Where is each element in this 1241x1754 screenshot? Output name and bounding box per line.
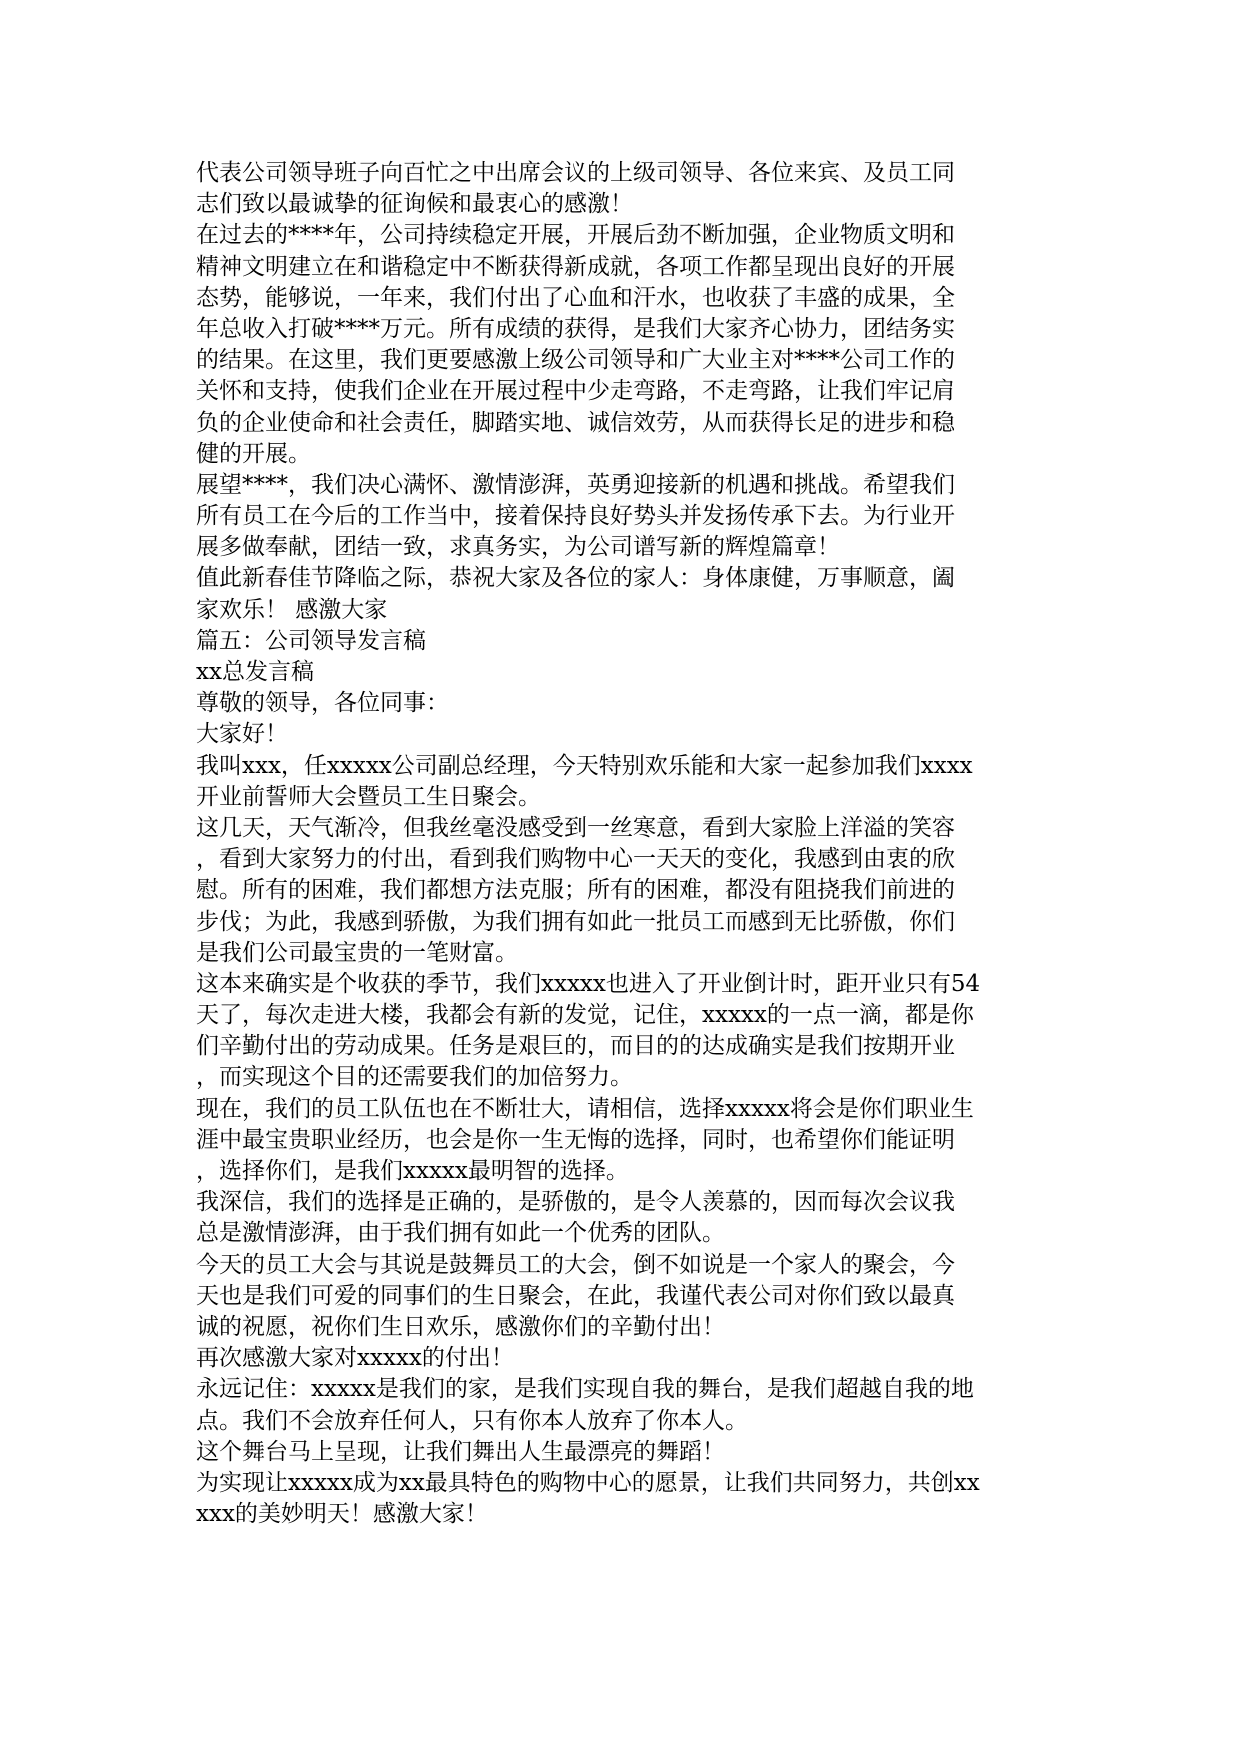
text-line: xx总发言稿: [196, 659, 314, 685]
text-line: 的结果。在这里，我们更要感激上级公司领导和广大业主对****公司工作的: [196, 347, 955, 374]
text-line: 态势，能够说，一年来，我们付出了心血和汗水，也收获了丰盛的成果，全: [196, 284, 955, 311]
text-line: 尊敬的领导，各位同事：: [196, 690, 449, 717]
text-line: 精神文明建立在和谐稳定中不断获得新成就，各项工作都呈现出良好的开展: [196, 253, 955, 280]
text-line: ，看到大家努力的付出，看到我们购物中心一天天的变化，我感到由衷的欣: [196, 846, 955, 873]
text-line: 这几天，天气渐冷，但我丝毫没感受到一丝寒意，看到大家脸上洋溢的笑容: [196, 814, 955, 841]
text-line: 步伐；为此，我感到骄傲，为我们拥有如此一批员工而感到无比骄傲，你们: [196, 908, 955, 935]
text-line: 慰。所有的困难，我们都想方法克服；所有的困难，都没有阻挠我们前进的: [196, 877, 955, 904]
text-line: 年总收入打破****万元。所有成绩的获得，是我们大家齐心协力，团结务实: [196, 315, 955, 342]
document-body: [196, 158, 1038, 1530]
text-line: ，选择你们，是我们xxxxx最明智的选择。: [196, 1158, 629, 1184]
text-line: 们辛勤付出的劳动成果。任务是艰巨的，而目的的达成确实是我们按期开业: [196, 1033, 955, 1060]
text-line: 负的企业使命和社会责任，脚踏实地、诚信效劳，从而获得长足的进步和稳: [196, 409, 955, 436]
text-line: 天了，每次走进大楼，我都会有新的发觉，记住，xxxxx的一点一滴，都是你: [196, 1002, 974, 1029]
text-line: 这个舞台马上呈现，让我们舞出人生最漂亮的舞蹈！: [196, 1438, 725, 1465]
text-line: 永远记住：xxxxx是我们的家，是我们实现自我的舞台，是我们超越自我的地: [196, 1376, 974, 1403]
text-line: 开业前誓师大会暨员工生日聚会。: [196, 783, 541, 810]
text-line: xxx的美妙明天！感激大家！: [196, 1501, 488, 1528]
text-line: 现在，我们的员工队伍也在不断壮大，请相信，选择xxxxx将会是你们职业生: [196, 1095, 974, 1122]
text-line: 是我们公司最宝贵的一笔财富。: [196, 939, 518, 966]
text-line: 展望****，我们决心满怀、激情澎湃，英勇迎接新的机遇和挑战。希望我们: [196, 471, 955, 498]
text-line: ，而实现这个目的还需要我们的加倍努力。: [196, 1064, 633, 1091]
text-line: 今天的员工大会与其说是鼓舞员工的大会，倒不如说是一个家人的聚会，今: [196, 1251, 955, 1278]
text-line: 我深信，我们的选择是正确的，是骄傲的，是令人羡慕的，因而每次会议我: [196, 1189, 955, 1216]
text-line: 天也是我们可爱的同事们的生日聚会，在此，我谨代表公司对你们致以最真: [196, 1282, 955, 1309]
text-line: 志们致以最诚挚的征询候和最衷心的感激！: [196, 191, 633, 218]
text-line: 诚的祝愿，祝你们生日欢乐，感激你们的辛勤付出！: [196, 1313, 725, 1340]
text-line: 涯中最宝贵职业经历，也会是你一生无悔的选择，同时，也希望你们能证明: [196, 1126, 955, 1153]
text-line: 健的开展。: [196, 440, 311, 467]
text-line: 总是激情澎湃，由于我们拥有如此一个优秀的团队。: [196, 1220, 725, 1247]
text-line: 所有员工在今后的工作当中，接着保持良好势头并发扬传承下去。为行业开: [196, 503, 955, 530]
text-line: 展多做奉献，团结一致，求真务实，为公司谱写新的辉煌篇章！: [196, 534, 840, 561]
text-line: 大家好！: [196, 721, 288, 748]
text-line: 为实现让xxxxx成为xx最具特色的购物中心的愿景，让我们共同努力，共创xx: [196, 1469, 980, 1496]
text-line: 点。我们不会放弃任何人，只有你本人放弃了你本人。: [196, 1407, 748, 1434]
text-line: 我叫xxx，任xxxxx公司副总经理，今天特别欢乐能和大家一起参加我们xxxx: [196, 752, 973, 779]
text-line: 再次感激大家对xxxxx的付出！: [196, 1345, 514, 1372]
text-line: 在过去的****年，公司持续稳定开展，开展后劲不断加强，企业物质文明和: [196, 222, 955, 249]
text-line: 值此新春佳节降临之际，恭祝大家及各位的家人：身体康健，万事顺意，阖: [196, 565, 955, 592]
text-line: 代表公司领导班子向百忙之中出席会议的上级司领导、各位来宾、及员工同: [196, 160, 955, 186]
text-line: 家欢乐！ 感激大家: [196, 596, 388, 623]
text-line: 这本来确实是个收获的季节，我们xxxxx也进入了开业倒计时，距开业只有54: [196, 970, 981, 997]
text-line: 关怀和支持，使我们企业在开展过程中少走弯路，不走弯路，让我们牢记肩: [196, 378, 955, 405]
text-line: 篇五：公司领导发言稿: [196, 627, 426, 654]
